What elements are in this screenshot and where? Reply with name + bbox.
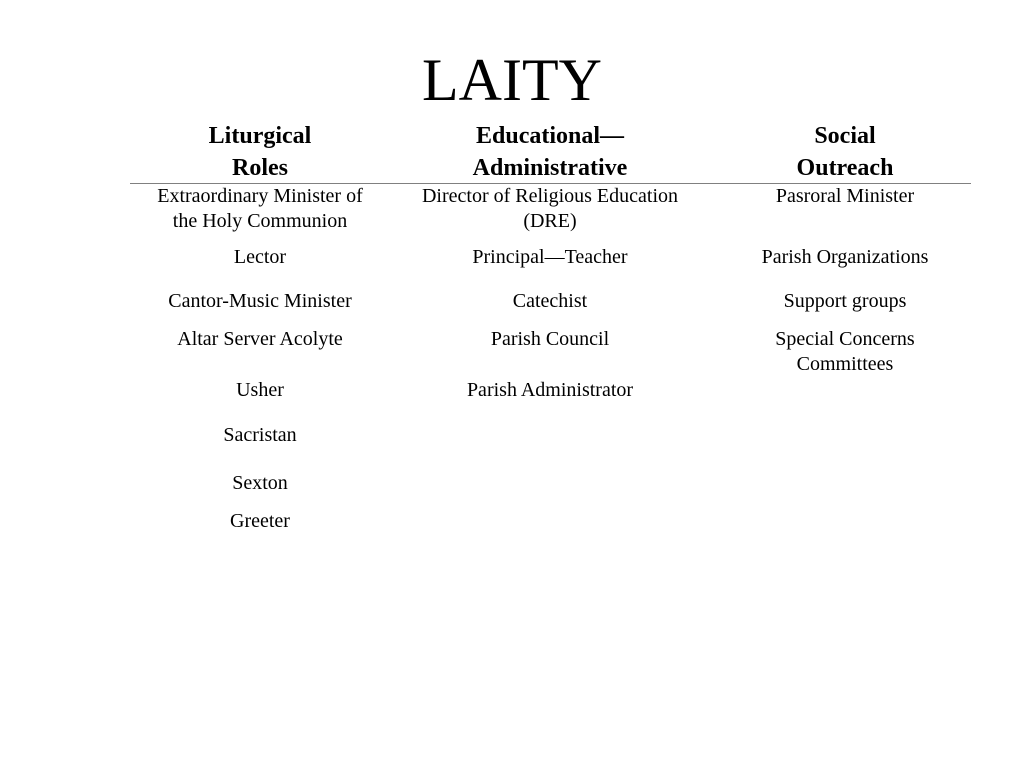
list-item: Parish Organizations bbox=[761, 246, 929, 268]
list-item: Parish Administrator bbox=[466, 379, 634, 401]
list-item: Principal—Teacher bbox=[472, 246, 628, 268]
list-item: Support groups bbox=[783, 290, 907, 312]
column-header-educational-administrative: Educational— Administrative bbox=[472, 123, 628, 181]
list-item: Lector bbox=[233, 246, 287, 268]
list-item: Extraordinary Minister of the Holy Communion bbox=[157, 185, 363, 232]
list-item: Parish Council bbox=[490, 328, 610, 350]
list-item: Sexton bbox=[232, 472, 288, 494]
list-item: Cantor-Music Minister bbox=[168, 290, 352, 312]
list-item: Pasroral Minister bbox=[775, 185, 915, 207]
list-item: Sacristan bbox=[223, 424, 297, 446]
list-item: Altar Server Acolyte bbox=[177, 328, 343, 350]
column-header-social-outreach: Social Outreach bbox=[796, 123, 894, 181]
list-item: Catechist bbox=[512, 290, 588, 312]
list-item: Director of Religious Education (DRE) bbox=[421, 185, 679, 232]
page-title: LAITY bbox=[422, 47, 602, 113]
list-item: Usher bbox=[236, 379, 284, 401]
list-item: Greeter bbox=[230, 510, 290, 532]
column-header-liturgical-roles: Liturgical Roles bbox=[208, 123, 312, 181]
list-item: Special Concerns Committees bbox=[775, 328, 915, 375]
